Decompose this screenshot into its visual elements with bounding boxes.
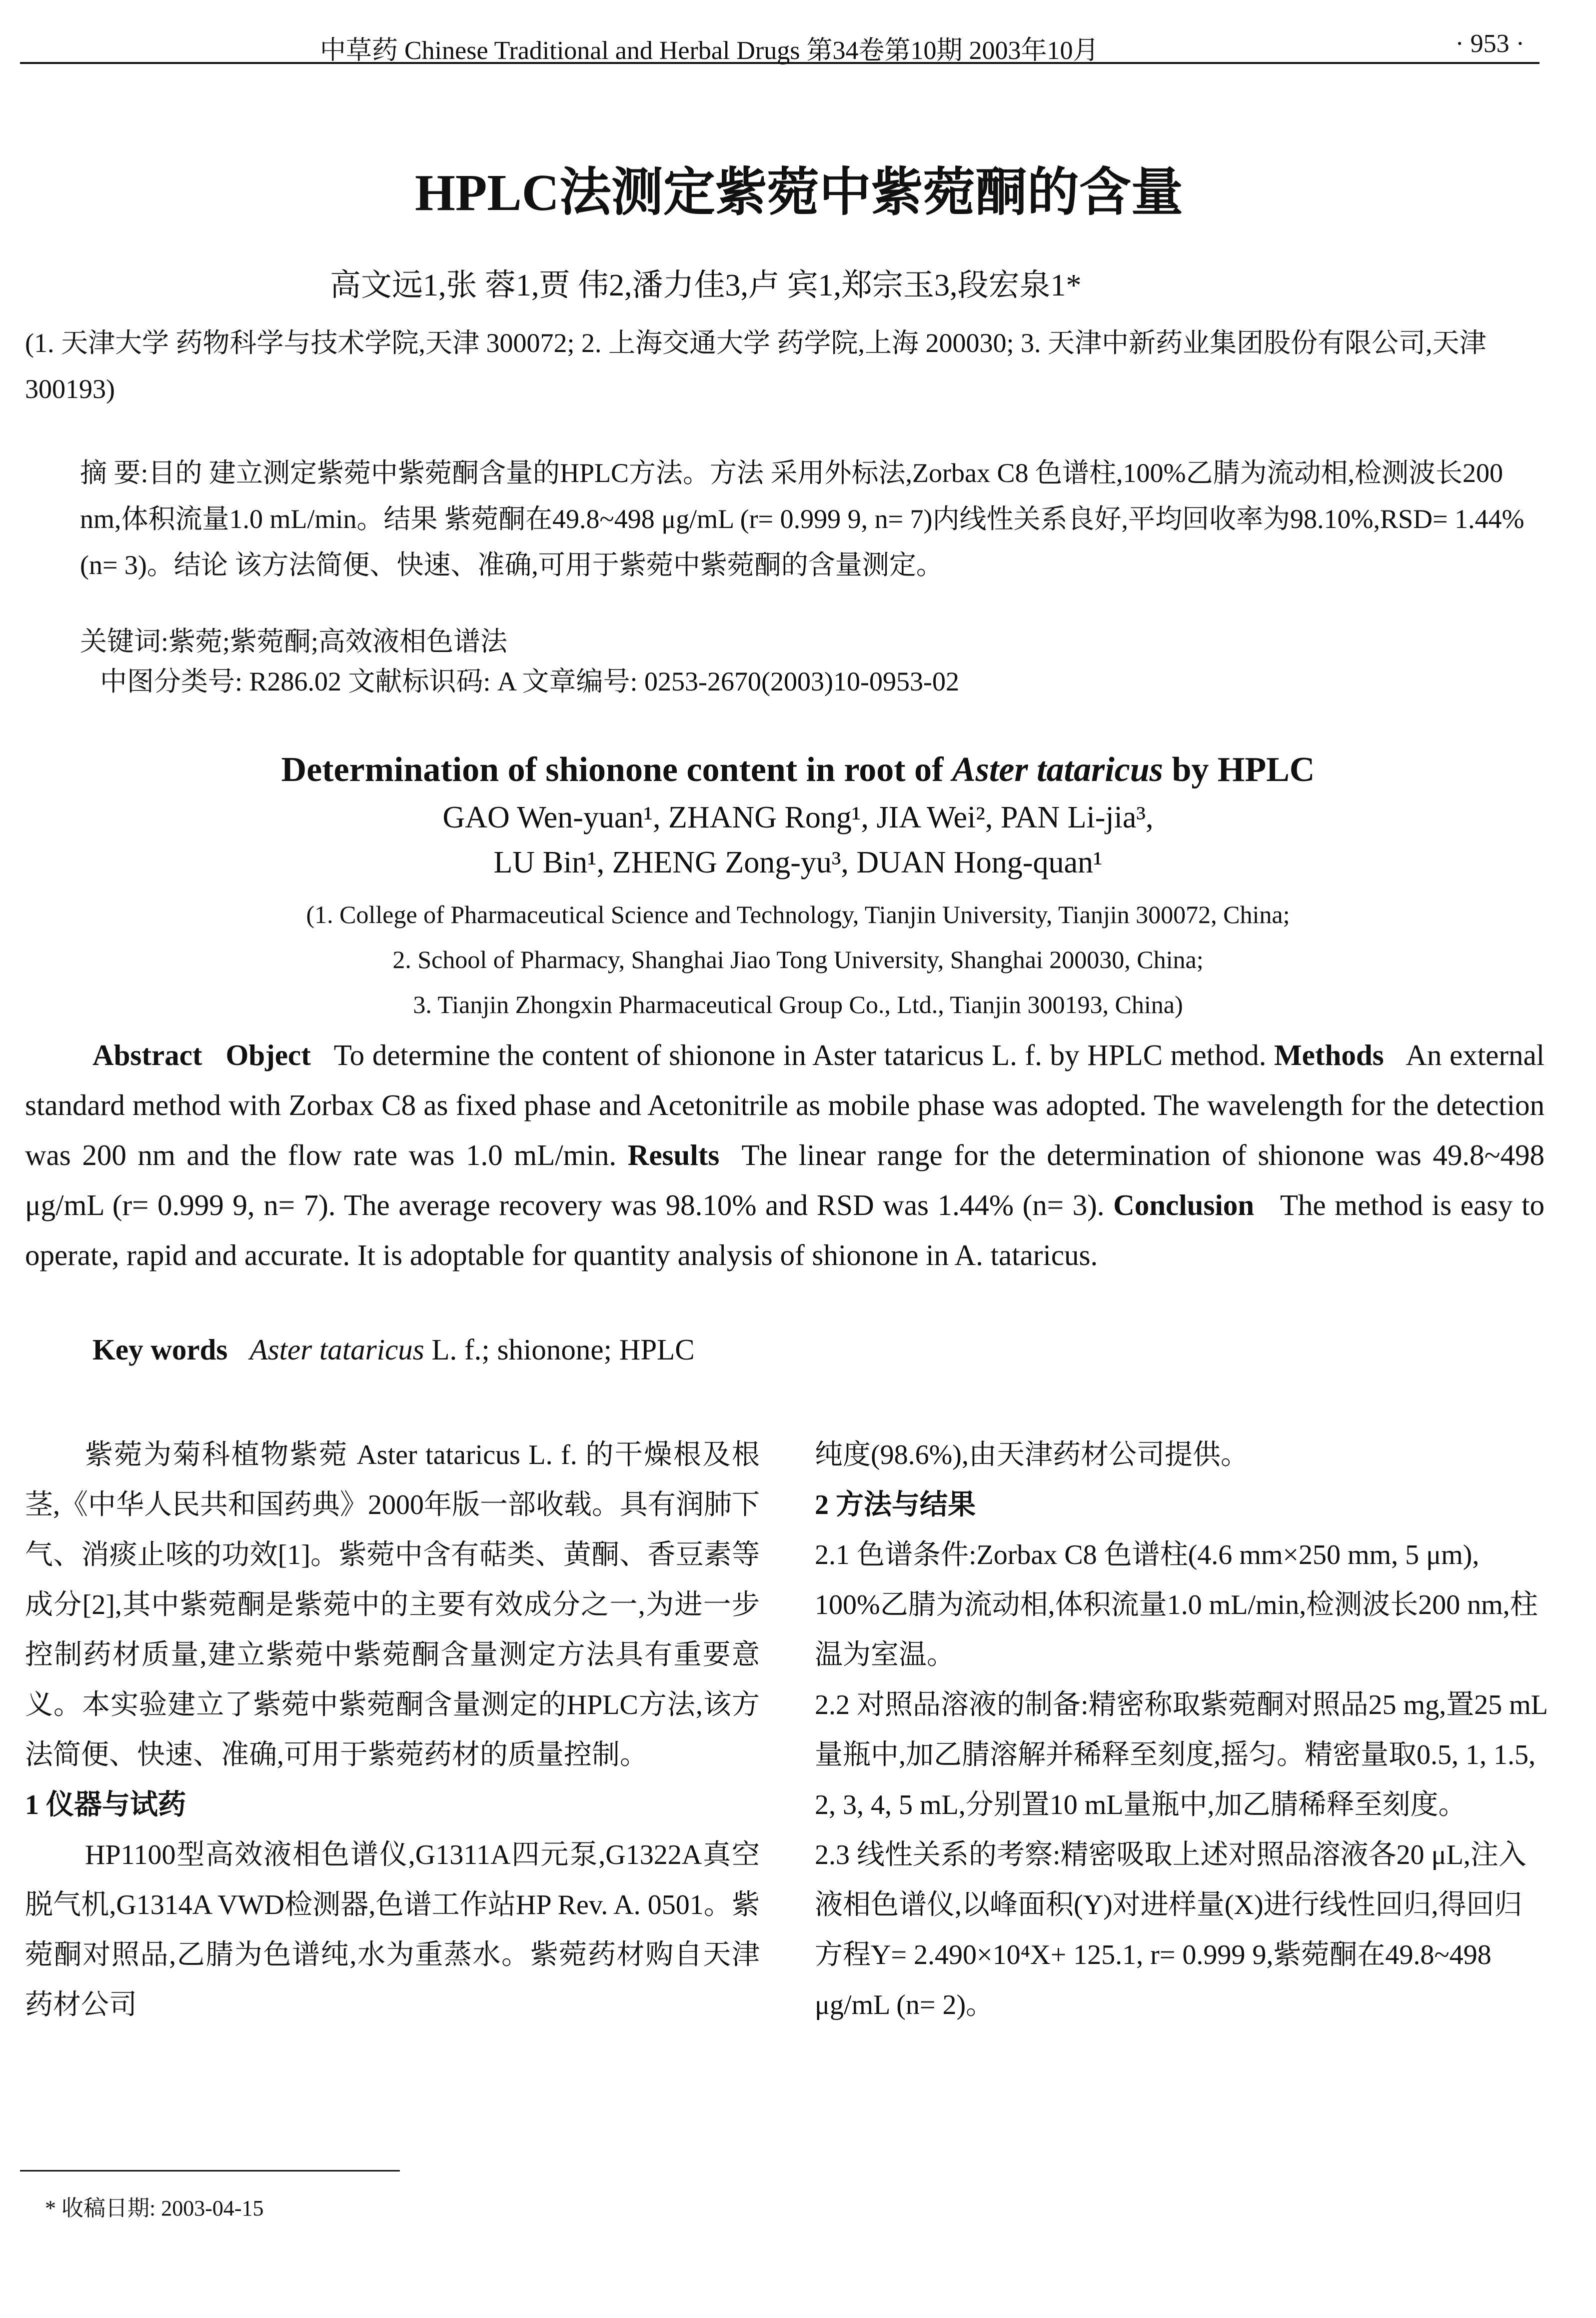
body-right-column (815, 1430, 1550, 2030)
instruments-paragraph: HP1100型高效液相色谱仪,G1311A四元泵,G1322A真空脱气机,G1314A VWD检测器,色谱工作站HP Rev. A. 0501。紫菀酮对照品,乙腈为色谱纯,水为重蒸水。紫菀药材购自天津药材公司 (25, 1840, 760, 2020)
body-left-column (25, 1430, 760, 2030)
running-head (20, 20, 1540, 64)
english-affiliation-3: 3. Tianjin Zhongxin Pharmaceutical Group Co., Ltd., Tianjin 300193, China) (413, 990, 1183, 1018)
section-2-1: 2.1 色谱条件:Zorbax C8 色谱柱(4.6 mm×250 mm, 5 μm), 100%乙腈为流动相,体积流量1.0 mL/min,检测波长200 nm,柱温为室温。 (815, 1540, 1538, 1670)
chinese-abstract: 摘 要:目的 建立测定紫菀中紫菀酮含量的HPLC方法。方法 采用外标法,Zorbax C8 色谱柱,100%乙腈为流动相,检测波长200 nm,体积流量1.0 mL/min。结果 紫菀酮在49.8~498 μg/mL (r= 0.999 9, n= 7)内线性关系良好,平均回收率为98.10%,RSD= 1.44% (n= 3)。结论 该方法简便、快速、准确,可用于紫菀中紫菀酮的含量测定。 (80, 458, 1525, 580)
english-title-end: by HPLC (1163, 750, 1315, 789)
chinese-title: HPLC法测定紫菀中紫菀酮的含量 (415, 164, 1183, 222)
object-label: Object (225, 1038, 311, 1072)
section-2-3: 2.3 线性关系的考察:精密吸取上述对照品溶液各20 μL,注入液相色谱仪,以峰面积(Y)对进样量(X)进行线性回归,得回归方程Y= 2.490×10⁴X+ 125.1, r= 0.999 9,紫菀酮在49.8~498 μg/mL (n= 2)。 (815, 1840, 1527, 2020)
chinese-classification: 中图分类号: R286.02 文献标识码: A 文章编号: 0253-2670(2003)10-0953-02 (100, 666, 959, 696)
keywords-species: Aster tataricus (249, 1333, 424, 1366)
page-number: · 953 · (1455, 30, 1525, 58)
english-keywords (92, 1332, 695, 1367)
results-text: The linear range for the determination of shionone was 49.8~498 μg/mL (r= 0.999 9, n= 7). The average recovery was 98.10% and RSD was 1.44% (n= 3). (25, 1138, 1545, 1222)
footnote-divider (20, 2170, 400, 2172)
english-authors-line1: GAO Wen-yuan¹, ZHANG Rong¹, JIA Wei², PAN Li-jia³, (442, 800, 1154, 834)
results-label: Results (627, 1138, 720, 1172)
intro-paragraph: 紫菀为菊科植物紫菀 Aster tataricus L. f. 的干燥根及根茎,《中华人民共和国药典》2000年版一部收载。具有润肺下气、消痰止咳的功效[1]。紫菀中含有萜类、黄酮、香豆素等成分[2],其中紫菀酮是紫菀中的主要有效成分之一,为进一步控制药材质量,建立紫菀中紫菀酮含量测定方法具有重要意义。本实验建立了紫菀中紫菀酮含量测定的HPLC方法,该方法简便、快速、准确,可用于紫菀药材的质量控制。 (25, 1440, 760, 1770)
abstract-label: Abstract (92, 1038, 202, 1072)
section-1-heading: 1 仪器与试药 (25, 1790, 186, 1820)
section-2-heading: 2 方法与结果 (815, 1490, 976, 1520)
conclusion-label: Conclusion (1113, 1188, 1255, 1222)
english-title-species: Aster tataricus (952, 750, 1163, 789)
section-2-2: 2.2 对照品溶液的制备:精密称取紫菀酮对照品25 mg,置25 mL量瓶中,加乙腈溶解并稀释至刻度,摇匀。精密量取0.5, 1, 1.5, 2, 3, 4, 5 mL,分别置10 mL量瓶中,加乙腈稀释至刻度。 (815, 1690, 1548, 1820)
chinese-keywords: 关键词:紫菀;紫菀酮;高效液相色谱法 (80, 626, 508, 656)
chinese-affiliation: (1. 天津大学 药物科学与技术学院,天津 300072; 2. 上海交通大学 药学院,上海 200030; 3. 天津中新药业集团股份有限公司,天津 300193) (25, 328, 1487, 404)
conclusion-text: The method is easy to operate, rapid and accurate. It is adoptable for quantity analysis of shionone in A. tataricus. (25, 1188, 1545, 1272)
keywords-label: Key words (92, 1333, 228, 1366)
english-authors-line2: LU Bin¹, ZHENG Zong-yu³, DUAN Hong-quan¹ (493, 846, 1103, 880)
english-affiliation-1: (1. College of Pharmaceutical Science and Technology, Tianjin University, Tianjin 300072, China; (306, 900, 1290, 928)
english-affiliation-2: 2. School of Pharmacy, Shanghai Jiao Tong University, Shanghai 200030, China; (392, 946, 1204, 974)
reference-line: 纯度(98.6%),由天津药材公司提供。 (815, 1440, 1249, 1470)
english-title (0, 750, 1596, 790)
methods-text: An external standard method with Zorbax C8 as fixed phase and Acetonitrile as mobile phase was adopted. The wavelength for the detection was 200 nm and the flow rate was 1.0 mL/min. (25, 1038, 1545, 1172)
footnote: * 收稿日期: 2003-04-15 (45, 2196, 264, 2220)
chinese-authors: 高文远1,张 蓉1,贾 伟2,潘力佳3,卢 宾1,郑宗玉3,段宏泉1* (330, 268, 1082, 302)
journal-header: 中草药 Chinese Traditional and Herbal Drugs 第34卷第10期 2003年10月 (320, 36, 1099, 65)
keywords-rest: L. f.; shionone; HPLC (424, 1333, 695, 1366)
english-title-text: Determination of shionone content in root of (281, 750, 952, 789)
english-abstract (25, 1030, 1545, 1280)
object-text: To determine the content of shionone in Aster tataricus L. f. by HPLC method. (333, 1038, 1267, 1072)
methods-label: Methods (1274, 1038, 1384, 1072)
